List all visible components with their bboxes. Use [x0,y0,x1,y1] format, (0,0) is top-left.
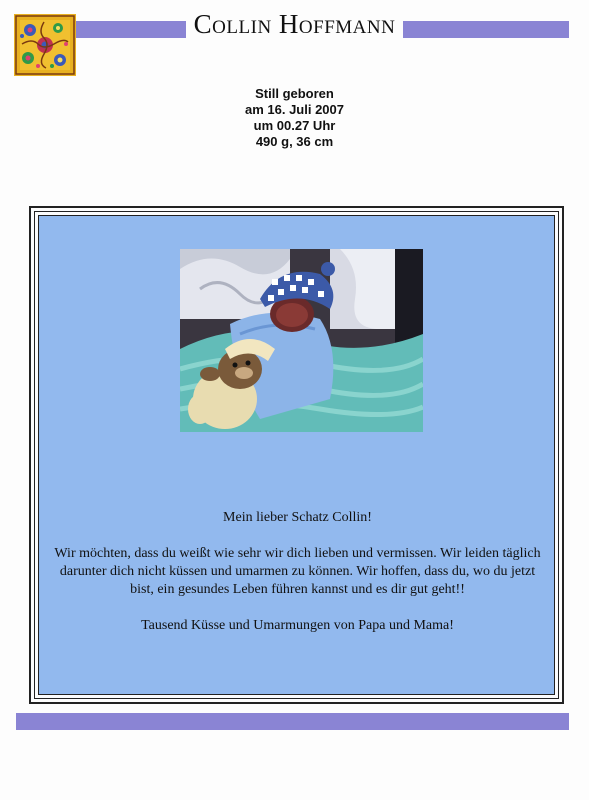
page-title-text: Collin Hoffmann [186,9,404,39]
bottom-decorative-bar [16,713,569,730]
birth-info-date: am 16. Juli 2007 [244,102,344,117]
birth-info-time: um 00.27 Uhr [253,118,336,133]
message-closing: Tausend Küsse und Umarmungen von Papa und Mama! [141,618,454,633]
birth-info [0,86,589,150]
memorial-frame [29,206,564,704]
message-body: Wir möchten, dass du weißt wie sehr wir dich lieben und vermissen. Wir leiden täglich darunter dich nicht küssen und umarmen zu können. Wir hoffen, dass du, wo du jetzt bist, ein gesundes Leben führen kannst und es dir gut geht!! [54,546,541,597]
baby-photo [180,249,423,432]
floral-quilt-logo-icon [14,14,76,76]
birth-info-weight-size: 490 g, 36 cm [255,134,334,149]
page-title [0,9,589,39]
message-greeting: Mein lieber Schatz Collin! [223,510,372,525]
birth-info-status: Still geboren [255,86,334,101]
memorial-panel [38,215,555,695]
memorial-message [51,509,544,653]
memorial-frame-mid [34,211,559,699]
